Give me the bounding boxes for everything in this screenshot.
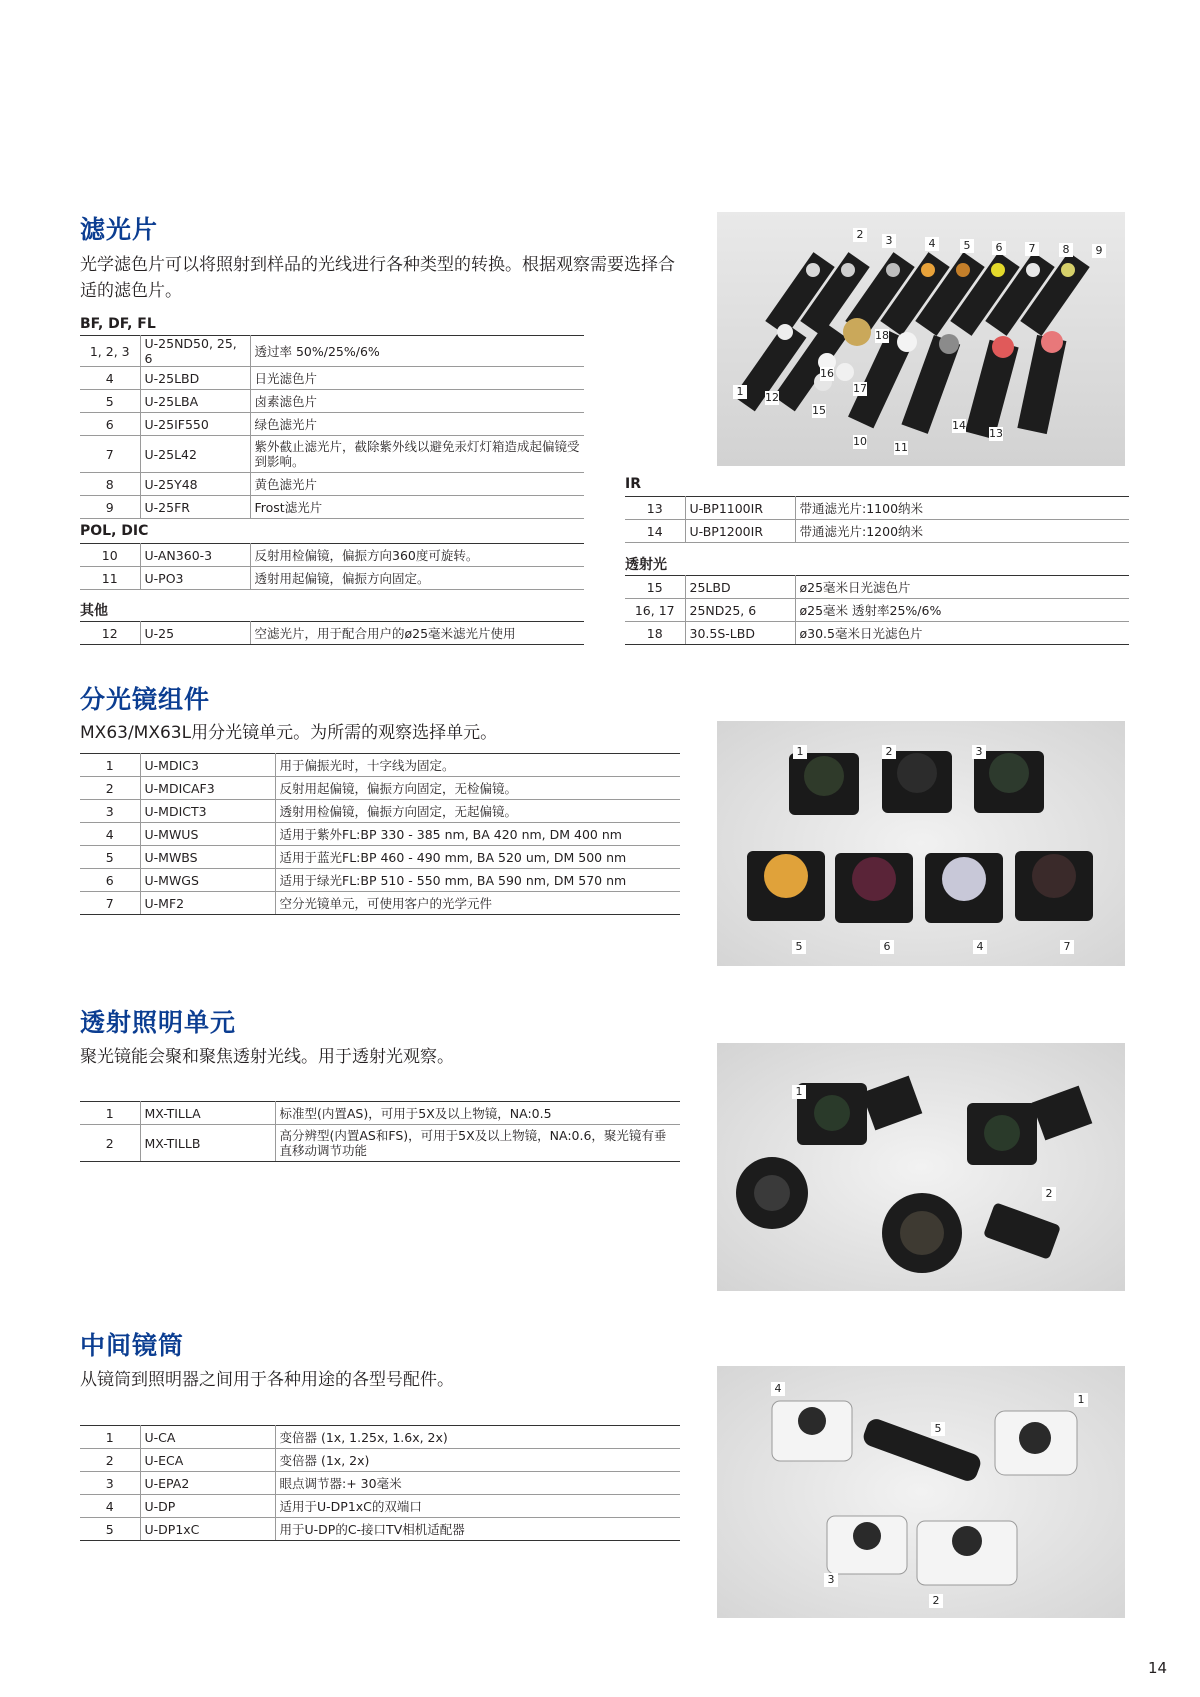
row-number: 1 xyxy=(80,1102,140,1125)
callout-number: 4 xyxy=(771,1382,785,1396)
callout-number: 16 xyxy=(820,367,834,380)
model-code: U-25Y48 xyxy=(140,473,250,496)
model-code: U-25ND50, 25, 6 xyxy=(140,336,250,367)
row-number: 10 xyxy=(80,544,140,567)
table-row xyxy=(80,754,680,777)
table-row xyxy=(80,1449,680,1472)
filters-table-transmitted xyxy=(625,575,1129,645)
row-description: 黄色滤光片 xyxy=(250,473,584,496)
row-number: 9 xyxy=(80,496,140,519)
model-code: U-MDIC3 xyxy=(140,754,275,777)
condenser-illustration xyxy=(717,1043,1125,1291)
model-code: U-MWGS xyxy=(140,869,275,892)
row-description: 反射用起偏镜，偏振方向固定，无检偏镜。 xyxy=(275,777,680,800)
group-heading-transmitted: 透射光 xyxy=(625,557,667,573)
intermediate-description: 从镜筒到照明器之间用于各种用途的各型号配件。 xyxy=(80,1370,454,1390)
row-description: 带通滤光片:1200纳米 xyxy=(795,520,1129,543)
intermediate-title: 中间镜筒 xyxy=(80,1331,185,1360)
row-number: 4 xyxy=(80,1495,140,1518)
row-description: 空滤光片，用于配合用户的ø25毫米滤光片使用 xyxy=(250,622,584,645)
callout-number: 17 xyxy=(853,382,867,395)
row-description: 卤素滤色片 xyxy=(250,390,584,413)
row-description: 带通滤光片:1100纳米 xyxy=(795,497,1129,520)
row-number: 4 xyxy=(80,823,140,846)
callout-number: 18 xyxy=(875,329,889,342)
row-number: 2 xyxy=(80,777,140,800)
table-row xyxy=(80,1518,680,1541)
beamsplitter-product-photo xyxy=(717,721,1125,966)
callout-number: 3 xyxy=(882,234,896,248)
filters-table-bf-df-fl xyxy=(80,335,584,519)
row-number: 3 xyxy=(80,1472,140,1495)
row-number: 7 xyxy=(80,892,140,915)
row-description: 日光滤色片 xyxy=(250,367,584,390)
model-code: MX-TILLA xyxy=(140,1102,275,1125)
model-code: 30.5S-LBD xyxy=(685,622,795,645)
cube-units-illustration xyxy=(717,721,1125,966)
row-number: 11 xyxy=(80,567,140,590)
model-code: U-CA xyxy=(140,1426,275,1449)
intermediate-table xyxy=(80,1425,680,1541)
row-description: 用于偏振光时，十字线为固定。 xyxy=(275,754,680,777)
table-row xyxy=(80,777,680,800)
table-row xyxy=(80,869,680,892)
model-code: U-BP1100IR xyxy=(685,497,795,520)
filters-description: 光学滤色片可以将照射到样品的光线进行各种类型的转换。根据观察需要选择合适的滤色片。 xyxy=(80,255,675,301)
row-number: 1 xyxy=(80,1426,140,1449)
model-code: U-MWUS xyxy=(140,823,275,846)
model-code: U-BP1200IR xyxy=(685,520,795,543)
group-heading-bf-df-fl: BF, DF, FL xyxy=(80,316,156,332)
table-row xyxy=(80,367,584,390)
beamsplitter-table xyxy=(80,753,680,915)
table-row xyxy=(80,567,584,590)
row-description: ø25毫米日光滤色片 xyxy=(795,576,1129,599)
callout-number: 4 xyxy=(925,237,939,251)
row-description: 适用于U-DP1xC的双端口 xyxy=(275,1495,680,1518)
row-description: 空分光镜单元，可使用客户的光学元件 xyxy=(275,892,680,915)
model-code: U-25L42 xyxy=(140,436,250,473)
table-row xyxy=(80,496,584,519)
callout-number: 7 xyxy=(1060,940,1074,954)
page-number: 14 xyxy=(1148,1659,1168,1677)
model-code: 25ND25, 6 xyxy=(685,599,795,622)
model-code: U-ECA xyxy=(140,1449,275,1472)
beamsplitter-description: MX63/MX63L用分光镜单元。为所需的观察选择单元。 xyxy=(80,723,498,743)
table-row xyxy=(80,436,584,473)
filters-table-ir xyxy=(625,496,1129,543)
group-heading-other: 其他 xyxy=(80,603,108,619)
row-description: 透射用起偏镜，偏振方向固定。 xyxy=(250,567,584,590)
row-description: 反射用检偏镜，偏振方向360度可旋转。 xyxy=(250,544,584,567)
row-description: ø30.5毫米日光滤色片 xyxy=(795,622,1129,645)
row-number: 4 xyxy=(80,367,140,390)
illumination-title: 透射照明单元 xyxy=(80,1008,237,1037)
model-code: U-MDICT3 xyxy=(140,800,275,823)
intermediate-product-photo xyxy=(717,1366,1125,1618)
model-code: U-25LBD xyxy=(140,367,250,390)
model-code: U-MWBS xyxy=(140,846,275,869)
table-row xyxy=(625,622,1129,645)
callout-number: 1 xyxy=(792,1085,806,1099)
table-row xyxy=(625,497,1129,520)
row-number: 6 xyxy=(80,413,140,436)
table-row xyxy=(80,1472,680,1495)
illumination-table xyxy=(80,1101,680,1162)
filters-product-photo xyxy=(717,212,1125,466)
table-row xyxy=(80,892,680,915)
model-code: U-MDICAF3 xyxy=(140,777,275,800)
row-description: 变倍器 (1x, 2x) xyxy=(275,1449,680,1472)
table-row xyxy=(80,622,584,645)
row-number: 15 xyxy=(625,576,685,599)
callout-number: 7 xyxy=(1025,242,1039,256)
table-row xyxy=(80,336,584,367)
callout-number: 8 xyxy=(1059,243,1073,257)
row-description: 眼点调节器:+ 30毫米 xyxy=(275,1472,680,1495)
callout-number: 9 xyxy=(1092,244,1106,258)
model-code: U-PO3 xyxy=(140,567,250,590)
table-row xyxy=(80,1426,680,1449)
table-row xyxy=(80,1125,680,1162)
illumination-description: 聚光镜能会聚和聚焦透射光线。用于透射光观察。 xyxy=(80,1047,454,1067)
filters-table-pol-dic xyxy=(80,543,584,590)
row-description: Frost滤光片 xyxy=(250,496,584,519)
model-code: MX-TILLB xyxy=(140,1125,275,1162)
table-row xyxy=(625,520,1129,543)
table-row xyxy=(80,846,680,869)
row-description: 适用于蓝光FL:BP 460 - 490 mm, BA 520 um, DM 500 nm xyxy=(275,846,680,869)
table-row xyxy=(80,544,584,567)
callout-number: 2 xyxy=(929,1594,943,1608)
group-heading-ir: IR xyxy=(625,476,641,492)
callout-number: 1 xyxy=(793,745,807,759)
row-number: 18 xyxy=(625,622,685,645)
model-code: U-25FR xyxy=(140,496,250,519)
filters-title: 滤光片 xyxy=(80,215,159,244)
model-code: U-DP1xC xyxy=(140,1518,275,1541)
row-number: 2 xyxy=(80,1125,140,1162)
row-number: 5 xyxy=(80,846,140,869)
table-row xyxy=(80,1102,680,1125)
intermediate-tubes-illustration xyxy=(717,1366,1125,1618)
table-row xyxy=(80,413,584,436)
row-description: 透过率 50%/25%/6% xyxy=(250,336,584,367)
callout-number: 2 xyxy=(882,745,896,759)
row-description: 标准型(内置AS)，可用于5X及以上物镜，NA:0.5 xyxy=(275,1102,680,1125)
row-number: 2 xyxy=(80,1449,140,1472)
row-number: 5 xyxy=(80,390,140,413)
callout-number: 2 xyxy=(853,228,867,242)
callout-number: 13 xyxy=(989,427,1003,440)
row-description: 绿色滤光片 xyxy=(250,413,584,436)
callout-number: 12 xyxy=(765,391,779,404)
table-row xyxy=(625,599,1129,622)
row-description: 紫外截止滤光片，截除紫外线以避免汞灯灯箱造成起偏镜受到影响。 xyxy=(250,436,584,473)
row-number: 1 xyxy=(80,754,140,777)
beamsplitter-title: 分光镜组件 xyxy=(80,685,211,714)
callout-number: 1 xyxy=(733,385,747,399)
row-number: 13 xyxy=(625,497,685,520)
table-row xyxy=(80,800,680,823)
row-number: 6 xyxy=(80,869,140,892)
callout-number: 14 xyxy=(952,419,966,432)
model-code: U-EPA2 xyxy=(140,1472,275,1495)
row-number: 7 xyxy=(80,436,140,473)
row-number: 14 xyxy=(625,520,685,543)
callout-number: 10 xyxy=(853,435,867,448)
row-number: 12 xyxy=(80,622,140,645)
row-description: 变倍器 (1x, 1.25x, 1.6x, 2x) xyxy=(275,1426,680,1449)
row-number: 1, 2, 3 xyxy=(80,336,140,367)
table-row xyxy=(80,390,584,413)
callout-number: 1 xyxy=(1074,1393,1088,1407)
callout-number: 5 xyxy=(792,940,806,954)
row-description: ø25毫米 透射率25%/6% xyxy=(795,599,1129,622)
row-number: 3 xyxy=(80,800,140,823)
model-code: U-AN360-3 xyxy=(140,544,250,567)
row-number: 8 xyxy=(80,473,140,496)
row-number: 16, 17 xyxy=(625,599,685,622)
illumination-product-photo xyxy=(717,1043,1125,1291)
callout-number: 2 xyxy=(1042,1187,1056,1201)
row-description: 适用于绿光FL:BP 510 - 550 mm, BA 590 nm, DM 570 nm xyxy=(275,869,680,892)
row-description: 适用于紫外FL:BP 330 - 385 nm, BA 420 nm, DM 400 nm xyxy=(275,823,680,846)
callout-number: 11 xyxy=(894,441,908,454)
model-code: U-25LBA xyxy=(140,390,250,413)
model-code: 25LBD xyxy=(685,576,795,599)
callout-number: 3 xyxy=(972,745,986,759)
callout-number: 5 xyxy=(960,239,974,253)
row-description: 用于U-DP的C-接口TV相机适配器 xyxy=(275,1518,680,1541)
model-code: U-25 xyxy=(140,622,250,645)
row-number: 5 xyxy=(80,1518,140,1541)
callout-number: 5 xyxy=(931,1422,945,1436)
group-heading-pol-dic: POL, DIC xyxy=(80,523,149,539)
callout-number: 4 xyxy=(973,940,987,954)
model-code: U-MF2 xyxy=(140,892,275,915)
callout-number: 6 xyxy=(992,241,1006,255)
row-description: 高分辨型(内置AS和FS)，可用于5X及以上物镜，NA:0.6，聚光镜有垂直移动调节功能 xyxy=(275,1125,680,1162)
callout-number: 15 xyxy=(812,404,826,417)
callout-number: 3 xyxy=(824,1573,838,1587)
callout-number: 6 xyxy=(880,940,894,954)
filters-table-other xyxy=(80,621,584,645)
table-row xyxy=(80,823,680,846)
table-row xyxy=(625,576,1129,599)
model-code: U-25IF550 xyxy=(140,413,250,436)
table-row xyxy=(80,1495,680,1518)
row-description: 透射用检偏镜，偏振方向固定，无起偏镜。 xyxy=(275,800,680,823)
table-row xyxy=(80,473,584,496)
model-code: U-DP xyxy=(140,1495,275,1518)
